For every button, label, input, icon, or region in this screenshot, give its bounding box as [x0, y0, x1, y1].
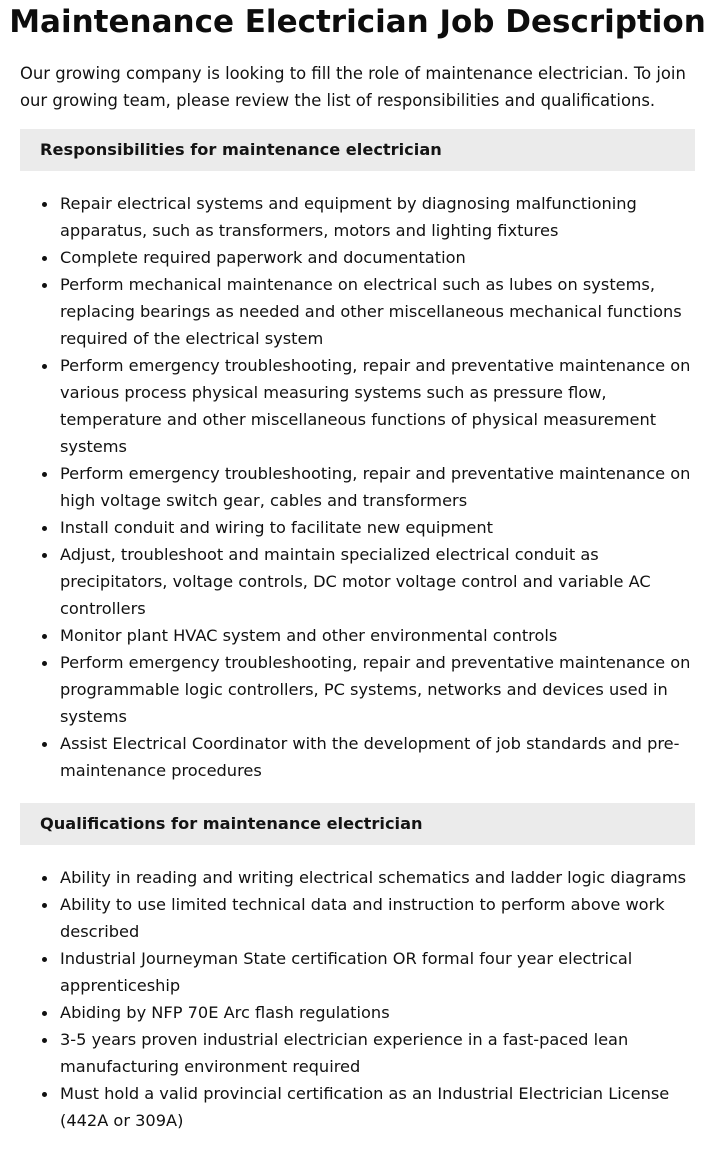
page-title: Maintenance Electrician Job Description [9, 4, 706, 40]
list-item: Perform emergency troubleshooting, repair and preventative maintenance on various process physical measuring systems such as pressure flow, temperature and other miscellaneous functions of physical measurement systems [20, 352, 695, 460]
list-item: Adjust, troubleshoot and maintain specialized electrical conduit as precipitators, voltage controls, DC motor voltage control and variable AC controllers [20, 541, 695, 622]
bullet-icon [42, 202, 47, 207]
bullet-icon [42, 903, 47, 908]
bullet-icon [42, 1011, 47, 1016]
list-item: Assist Electrical Coordinator with the development of job standards and pre-maintenance procedures [20, 730, 695, 784]
list-item: Ability to use limited technical data and instruction to perform above work described [20, 891, 695, 945]
bullet-icon [42, 957, 47, 962]
list-item: Abiding by NFP 70E Arc flash regulations [20, 999, 695, 1026]
bullet-icon [42, 661, 47, 666]
bullet-icon [42, 472, 47, 477]
qualifications-list [20, 864, 695, 1134]
list-item: Perform emergency troubleshooting, repair and preventative maintenance on programmable logic controllers, PC systems, networks and devices used in systems [20, 649, 695, 730]
bullet-icon [42, 526, 47, 531]
list-item: 3-5 years proven industrial electrician experience in a fast-paced lean manufacturing environment required [20, 1026, 695, 1080]
list-item: Monitor plant HVAC system and other environmental controls [20, 622, 695, 649]
qualifications-heading: Qualifications for maintenance electrician [20, 803, 695, 845]
responsibilities-list [20, 190, 695, 784]
list-item: Must hold a valid provincial certification as an Industrial Electrician License (442A or 309A) [20, 1080, 695, 1134]
bullet-icon [42, 553, 47, 558]
bullet-icon [42, 742, 47, 747]
bullet-icon [42, 256, 47, 261]
bullet-icon [42, 634, 47, 639]
list-item: Industrial Journeyman State certification OR formal four year electrical apprenticeship [20, 945, 695, 999]
bullet-icon [42, 1038, 47, 1043]
list-item: Perform mechanical maintenance on electrical such as lubes on systems, replacing bearings as needed and other miscellaneous mechanical functions required of the electrical system [20, 271, 695, 352]
bullet-icon [42, 283, 47, 288]
bullet-icon [42, 876, 47, 881]
list-item: Perform emergency troubleshooting, repair and preventative maintenance on high voltage switch gear, cables and transformers [20, 460, 695, 514]
list-item: Complete required paperwork and documentation [20, 244, 695, 271]
list-item: Ability in reading and writing electrical schematics and ladder logic diagrams [20, 864, 695, 891]
bullet-icon [42, 1092, 47, 1097]
list-item: Install conduit and wiring to facilitate new equipment [20, 514, 695, 541]
bullet-icon [42, 364, 47, 369]
responsibilities-heading: Responsibilities for maintenance electrician [20, 129, 695, 171]
intro-paragraph: Our growing company is looking to fill the role of maintenance electrician. To join our growing team, please review the list of responsibilities and qualifications. [20, 64, 686, 110]
list-item: Repair electrical systems and equipment by diagnosing malfunctioning apparatus, such as transformers, motors and lighting fixtures [20, 190, 695, 244]
